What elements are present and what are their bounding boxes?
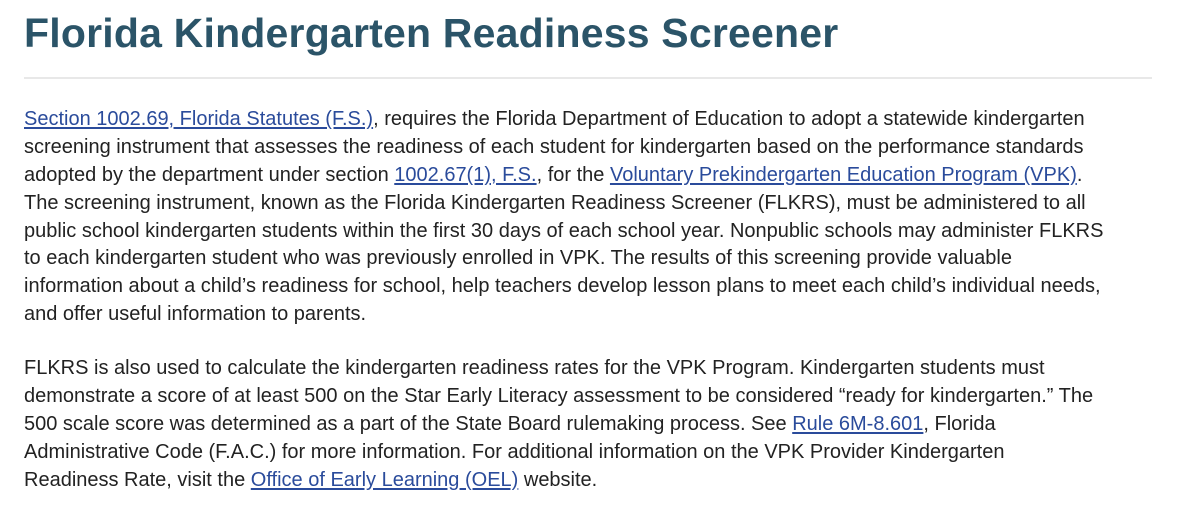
inline-link[interactable]: Office of Early Learning (OEL) — [250, 468, 519, 491]
readiness-rate-paragraph — [24, 355, 1093, 494]
text-line — [24, 355, 1093, 383]
text-line — [24, 301, 1103, 329]
text-segment: and offer useful information to parents. — [24, 303, 367, 326]
text-line — [24, 467, 1093, 495]
text-segment: FLKRS is also used to calculate the kindergarten readiness rates for the VPK Program. Kindergarten students must — [24, 357, 1045, 379]
text-line — [24, 162, 1103, 190]
text-line — [24, 411, 1093, 439]
text-segment: screening instrument that assesses the readiness of each student for kindergarten based on the performance standards — [24, 135, 1084, 158]
text-segment: Readiness Rate, visit the — [24, 468, 251, 491]
text-line — [24, 439, 1093, 467]
text-segment: information about a child’s readiness for school, help teachers develop lesson plans to meet each child’s individual needs, — [24, 275, 1101, 298]
text-segment: 500 scale score was determined as a part of the State Board rulemaking process. See — [24, 412, 793, 435]
page-title: Florida Kindergarten Readiness Screener — [24, 10, 839, 56]
text-segment: demonstrate a score of at least 500 on the Star Early Literacy assessment to be considered “ready for kindergarten.” The — [24, 384, 1094, 407]
text-segment: , requires the Florida Department of Education to adopt a statewide kindergarten — [373, 108, 1085, 130]
text-segment: . — [1076, 163, 1083, 186]
text-line — [24, 190, 1103, 218]
text-line — [24, 106, 1103, 134]
text-line — [24, 245, 1103, 273]
text-segment: , Florida — [923, 412, 996, 435]
text-segment: adopted by the department under section — [24, 163, 395, 186]
text-line — [24, 273, 1103, 301]
text-segment: public school kindergarten students within the first 30 days of each school year. Nonpublic schools may administer FLKRS — [24, 219, 1104, 242]
inline-link[interactable]: Voluntary Prekindergarten Education Program (VPK) — [609, 163, 1077, 186]
text-segment: The screening instrument, known as the Florida Kindergarten Readiness Screener (FLKRS), must be administered to all — [24, 191, 1086, 214]
intro-paragraph — [24, 106, 1103, 329]
text-segment: to each kindergarten student who was previously enrolled in VPK. The results of this screening provide valuable — [24, 247, 1012, 270]
text-segment: Administrative Code (F.A.C.) for more information. For additional information on the VPK Provider Kindergarten — [24, 440, 1005, 463]
inline-link[interactable]: Rule 6M-8.601 — [792, 412, 924, 435]
text-segment: website. — [518, 468, 598, 491]
title-divider — [24, 77, 1152, 79]
inline-link[interactable]: Section 1002.69, Florida Statutes (F.S.) — [24, 108, 374, 130]
text-line — [24, 134, 1103, 162]
text-segment: , for the — [536, 163, 610, 186]
text-line — [24, 383, 1093, 411]
inline-link[interactable]: 1002.67(1), F.S. — [394, 163, 537, 186]
text-line — [24, 218, 1103, 246]
